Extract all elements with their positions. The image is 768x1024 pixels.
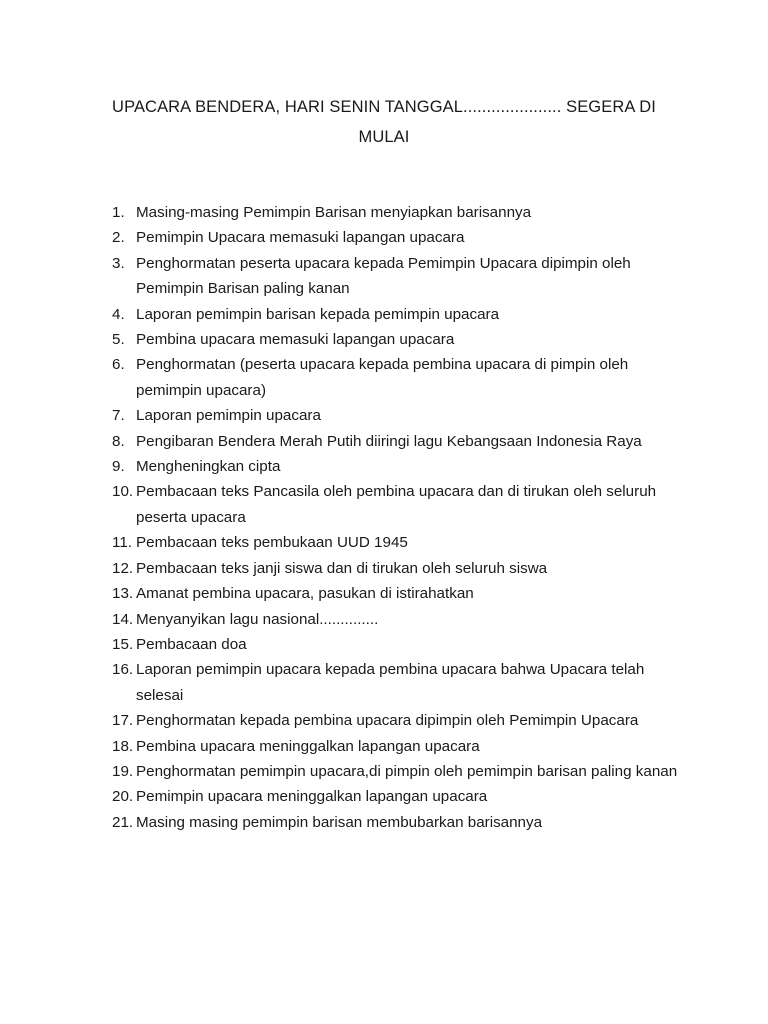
step-text: Pembacaan doa	[136, 635, 247, 653]
list-item	[0, 607, 768, 632]
step-number: 20.	[112, 788, 134, 806]
step-text: Laporan pemimpin upacara kepada pembina upacara bahwa Upacara telah selesai	[136, 661, 645, 704]
step-text: Pemimpin Upacara memasuki lapangan upacara	[136, 229, 465, 247]
step-text: Penghormatan peserta upacara kepada Pemimpin Upacara dipimpin oleh Pemimpin Barisan paling kanan	[136, 254, 631, 298]
step-text: Penghormatan pemimpin upacara,di pimpin oleh pemimpin barisan paling kanan	[136, 762, 678, 780]
step-text: Pembacaan teks pembukaan UUD 1945	[136, 534, 408, 552]
list-item	[0, 302, 768, 327]
step-text: Laporan pemimpin upacara	[136, 407, 321, 425]
list-item	[0, 429, 768, 454]
step-number: 17.	[112, 712, 134, 730]
step-text: Masing-masing Pemimpin Barisan menyiapkan barisannya	[136, 204, 532, 221]
step-number: 10.	[112, 483, 134, 501]
step-number: 4.	[112, 305, 125, 323]
list-item	[0, 200, 768, 225]
step-text: Masing masing pemimpin barisan membubarkan barisannya	[136, 813, 543, 831]
step-text: Menyanyikan lagu nasional..............	[136, 610, 379, 628]
step-text: Mengheningkan cipta	[136, 458, 281, 476]
list-item	[0, 530, 768, 555]
step-text: Laporan pemimpin barisan kepada pemimpin upacara	[136, 305, 500, 323]
step-number: 3.	[112, 254, 125, 272]
step-text: Penghormatan (peserta upacara kepada pembina upacara di pimpin oleh pemimpin upacara)	[136, 356, 629, 399]
list-item	[0, 784, 768, 809]
list-item	[0, 632, 768, 657]
list-item	[0, 581, 768, 606]
step-number: 2.	[112, 229, 125, 247]
list-item	[0, 759, 768, 784]
step-number: 18.	[112, 737, 134, 755]
step-number: 16.	[112, 661, 134, 679]
step-text: Penghormatan kepada pembina upacara dipimpin oleh Pemimpin Upacara	[136, 712, 639, 730]
step-number: 12.	[112, 559, 134, 577]
list-item	[0, 479, 768, 530]
step-number: 15.	[112, 635, 134, 653]
ceremony-steps-list	[0, 200, 768, 835]
step-number: 11.	[112, 534, 132, 552]
step-number: 9.	[112, 458, 125, 476]
step-number: 7.	[112, 407, 125, 425]
list-item	[0, 225, 768, 250]
list-item	[0, 352, 768, 403]
list-item	[0, 403, 768, 428]
step-number: 8.	[112, 432, 125, 450]
list-item	[0, 251, 768, 302]
list-item	[0, 734, 768, 759]
list-item	[0, 810, 768, 835]
step-text: Pemimpin upacara meninggalkan lapangan upacara	[136, 788, 488, 806]
step-text: Pembina upacara memasuki lapangan upacara	[136, 331, 455, 349]
step-number: 13.	[112, 585, 134, 603]
step-text: Pengibaran Bendera Merah Putih diiringi lagu Kebangsaan Indonesia Raya	[136, 432, 642, 450]
list-item	[0, 708, 768, 733]
step-number: 6.	[112, 356, 125, 374]
step-number: 14.	[112, 610, 134, 628]
list-item	[0, 454, 768, 479]
list-item	[0, 657, 768, 708]
step-text: Pembacaan teks janji siswa dan di tirukan oleh seluruh siswa	[136, 559, 548, 577]
step-number: 5.	[112, 331, 125, 349]
step-text: Pembina upacara meninggalkan lapangan upacara	[136, 737, 480, 755]
document-title: UPACARA BENDERA, HARI SENIN TANGGAL..................... SEGERA DI MULAI	[112, 98, 656, 146]
step-number: 1.	[112, 204, 125, 221]
list-item	[0, 327, 768, 352]
list-item	[0, 556, 768, 581]
step-text: Amanat pembina upacara, pasukan di istirahatkan	[136, 585, 474, 603]
step-number: 19.	[112, 762, 134, 780]
step-number: 21.	[112, 813, 134, 831]
step-text: Pembacaan teks Pancasila oleh pembina upacara dan di tirukan oleh seluruh peserta upacara	[136, 483, 657, 526]
